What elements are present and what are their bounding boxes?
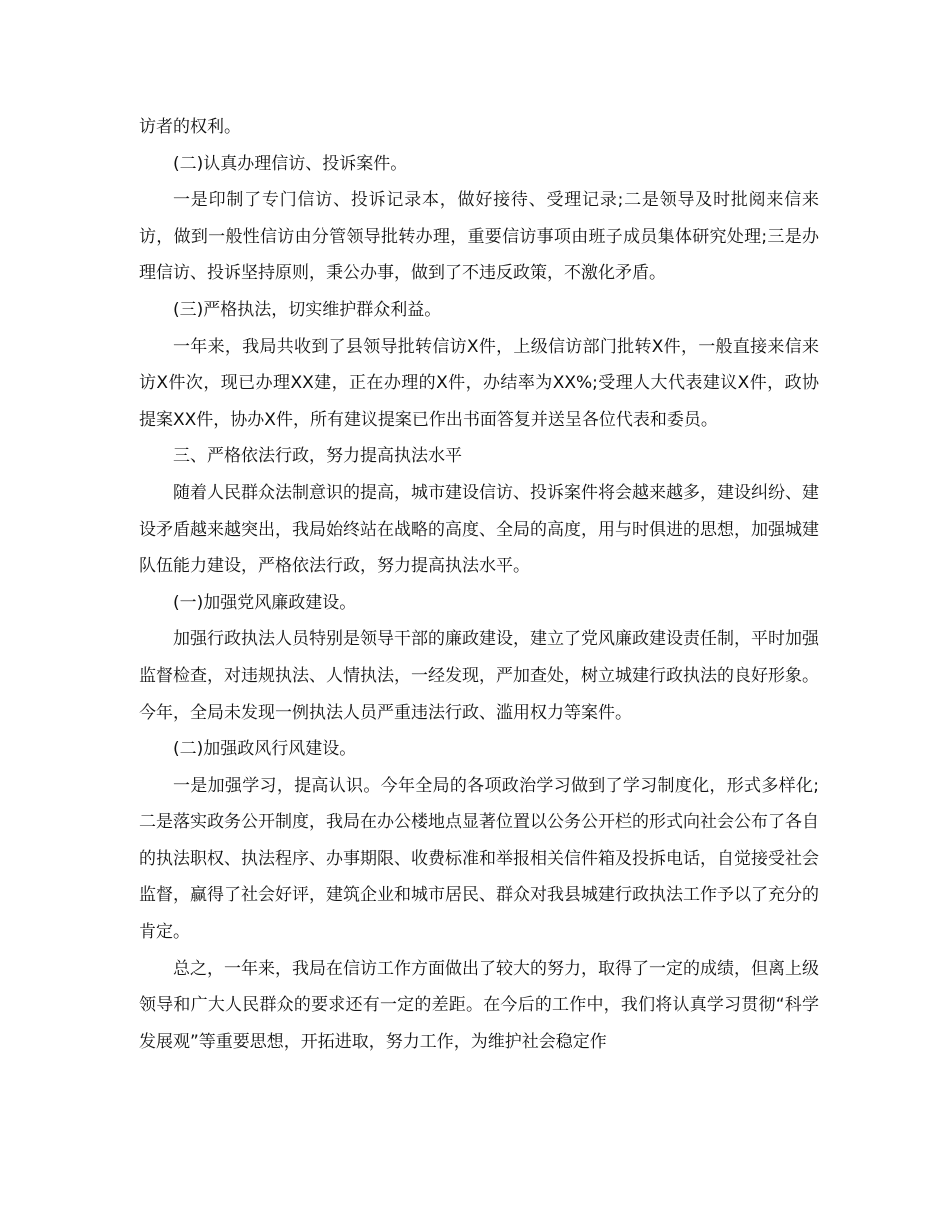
- body-paragraph: 加强行政执法人员特别是领导干部的廉政建设，建立了党风廉政建设责任制，平时加强监督检查，对违规执法、人情执法，一经发现，严加查处，树立城建行政执法的良好形象。今年，全局未发现一例执法人员严重违法行政、滥用权力等案件。: [139, 629, 819, 723]
- section-heading: (二)认真办理信访、投诉案件。: [173, 153, 408, 174]
- body-paragraph: 一是印制了专门信访、投诉记录本，做好接待、受理记录;二是领导及时批阅来信来访，做到一般性信访由分管领导批转办理，重要信访事项由班子成员集体研究处理;三是办理信访、投诉坚持原则，秉公办事，做到了不违反政策，不激化矛盾。: [139, 190, 819, 284]
- section-heading: (二)加强政风行风建设。: [173, 739, 357, 760]
- body-paragraph: 一是加强学习，提高认识。今年全局的各项政治学习做到了学习制度化，形式多样化;二是落实政务公开制度，我局在办公楼地点显著位置以公务公开栏的形式向社会公布了各自的执法职权、执法程序、办事期限、收费标准和举报相关信件箱及投拆电话，自觉接受社会监督，赢得了社会好评，建筑企业和城市居民、群众对我县城建行政执法工作予以了充分的肯定。: [139, 775, 819, 943]
- section-heading: (三)严格执法，切实维护群众利益。: [173, 299, 442, 320]
- section-heading: (一)加强党风廉政建设。: [173, 592, 357, 613]
- body-paragraph: 总之，一年来，我局在信访工作方面做出了较大的努力，取得了一定的成绩，但离上级领导和广大人民群众的要求还有一定的差距。在今后的工作中，我们将认真学习贯彻“科学发展观”等重要思想，开拓进取，努力工作，为维护社会稳定作: [139, 958, 819, 1052]
- document-body: [139, 109, 819, 1060]
- paragraph-continuation: 访者的权利。: [139, 117, 241, 137]
- chapter-heading: 三、严格依法行政，努力提高执法水平: [173, 446, 462, 467]
- body-paragraph: 一年来，我局共收到了县领导批转信访X件，上级信访部门批转X件，一般直接来信来访X件次，现已办理XX建，正在办理的X件，办结率为XX%;受理人大代表建议X件，政协提案XX件，协办X件，所有建议提案已作出书面答复并送呈各位代表和委员。: [139, 336, 819, 430]
- body-paragraph: 随着人民群众法制意识的提高，城市建设信访、投诉案件将会越来越多，建设纠纷、建设矛盾越来越突出，我局始终站在战略的高度、全局的高度，用与时俱进的思想，加强城建队伍能力建设，严格依法行政，努力提高执法水平。: [139, 482, 819, 577]
